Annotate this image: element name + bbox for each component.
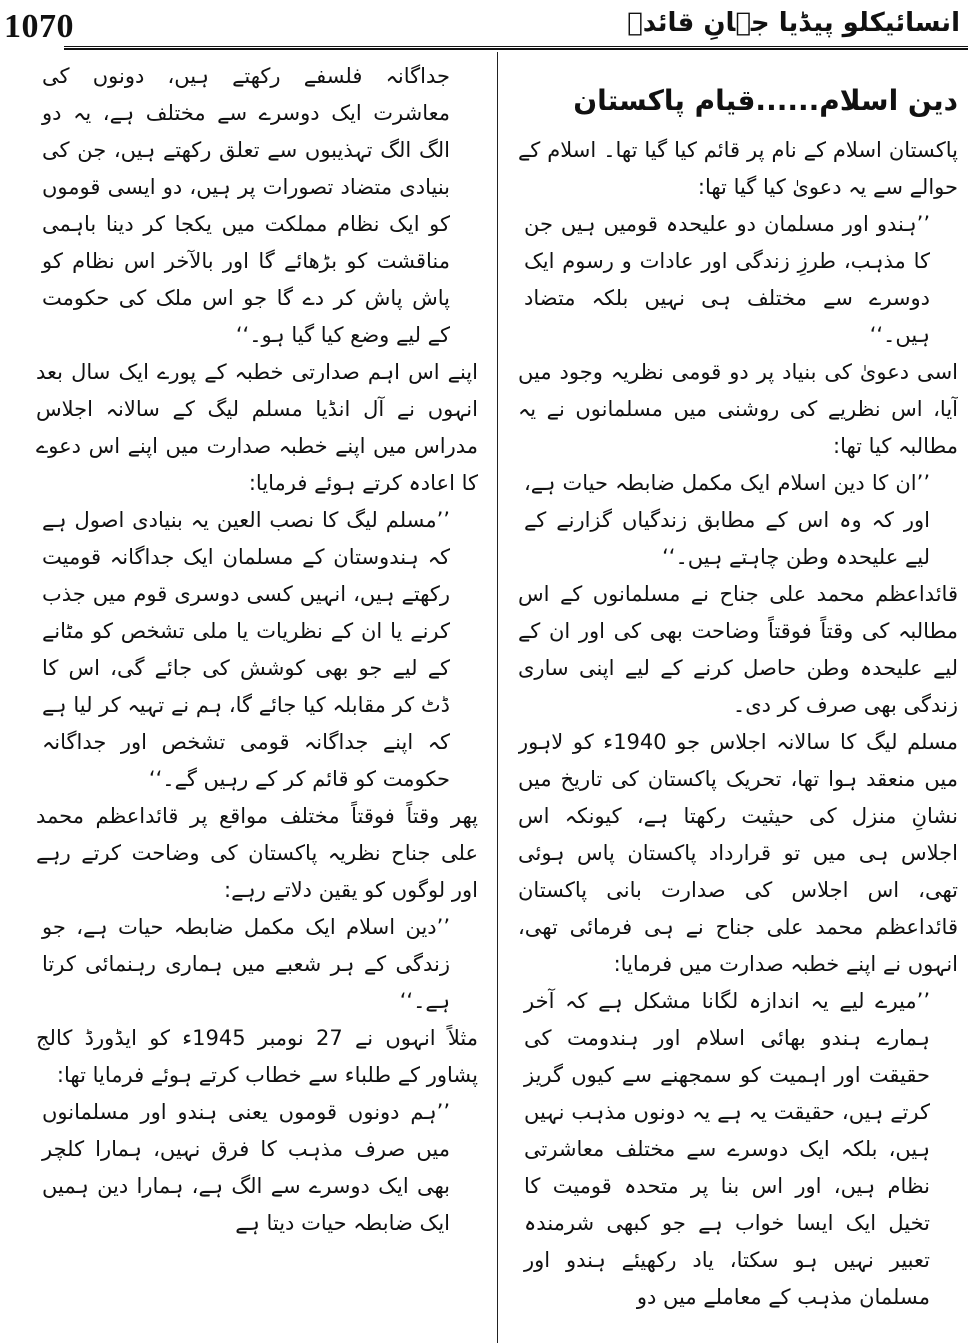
section-heading: دین اسلام......قیام پاکستان <box>573 84 958 117</box>
paragraph: اسی دعویٰ کی بنیاد پر دو قومی نظریہ وجود میں آیا، اس نظریے کی روشنی میں مسلمانوں نے یہ مطالبہ کیا تھا: <box>518 360 958 458</box>
paragraph: مسلم لیگ کا سالانہ اجلاس جو 1940ء کو لاہور میں منعقد ہوا تھا، تحریک پاکستان کی تاریخ میں نشانِ منزل کی حیثیت رکھتا ہے، کیونکہ اس اجلاس ہی میں تو قرارداد پاکستان پاس ہوئی تھی، اس اجلاس کی صدارت بانی پاکستان قائداعظم محمد علی جناح نے ہی فرمائی تھی، انہوں نے اپنے خطبہ صدارت میں فرمایا: <box>518 730 958 976</box>
quote: ’’ہندو اور مسلمان دو علیحدہ قومیں ہیں جن کا مذہب، طرزِ زندگی اور عادات و رسوم ایک دوسرے سے مختلف ہی نہیں بلکہ متضاد ہیں۔‘‘ <box>524 212 930 347</box>
running-title: انسائیکلو پیڈیا جہانِ قائدؒ <box>627 8 960 38</box>
paragraph: قائداعظم محمد علی جناح نے مسلمانوں کے اس مطالبہ کی وقتاً فوقتاً وضاحت بھی کی اور ان کے لیے علیحدہ وطن حاصل کرنے کے لیے اپنی ساری زندگی بھی صرف کر دی۔ <box>518 582 958 717</box>
quote: جداگانہ فلسفے رکھتے ہیں، دونوں کی معاشرت ایک دوسرے سے مختلف ہے، یہ دو الگ الگ تہذیبوں سے تعلق رکھتے ہیں، جن کی بنیادی متضاد تصورات پر ہیں، دو ایسی قوموں کو ایک نظام مملکت میں یکجا کر دینا باہمی مناقشت کو بڑھائے گا اور بالآخر اس نظام کو پاش پاش کر دے گا جو اس ملک کی حکومت کے لیے وضع کیا گیا ہو۔‘‘ <box>42 64 450 347</box>
quote: ’’مسلم لیگ کا نصب العین یہ بنیادی اصول ہے کہ ہندوستان کے مسلمان ایک جداگانہ قومیت رکھتے ہیں، انہیں کسی دوسری قوم میں جذب کرنے یا ان کے نظریات یا ملی تشخص کو مٹانے کے لیے جو بھی کوشش کی جائے گی، اس کا ڈٹ کر مقابلہ کیا جائے گا، ہم نے تہیہ کر لیا ہے کہ اپنے جداگانہ قومی تشخص اور جداگانہ حکومت کو قائم کر کے رہیں گے۔‘‘ <box>42 508 450 791</box>
quote: ’’ان کا دین اسلام ایک مکمل ضابطہ حیات ہے، اور کہ وہ اس کے مطابق زندگیاں گزارنے کے لیے علیحدہ وطن چاہتے ہیں۔‘‘ <box>524 471 930 569</box>
quote: ’’دین اسلام ایک مکمل ضابطہ حیات ہے، جو زندگی کے ہر شعبے میں ہماری رہنمائی کرتا ہے۔‘‘ <box>42 915 450 1013</box>
quote: ’’ہم دونوں قوموں یعنی ہندو اور مسلمانوں میں صرف مذہب کا فرق نہیں، ہمارا کلچر بھی ایک دوسرے سے الگ ہے، ہمارا دین ہمیں ایک ضابطہ حیات دیتا ہے <box>42 1100 450 1235</box>
page-header <box>0 0 968 50</box>
header-rule <box>64 46 968 50</box>
right-column <box>518 58 958 1343</box>
paragraph: مثلاً انہوں نے 27 نومبر 1945ء کو ایڈورڈ کالج پشاور کے طلباء سے خطاب کرتے ہوئے فرمایا تھا: <box>36 1026 478 1087</box>
paragraph: پھر وقتاً فوقتاً مختلف مواقع پر قائداعظم محمد علی جناح نظریہ پاکستان کی وضاحت کرتے رہے اور لوگوں کو یقین دلاتے رہے: <box>36 804 478 902</box>
left-column <box>36 58 478 1343</box>
page-number: 1070 <box>4 8 74 45</box>
paragraph: اپنے اس اہم صدارتی خطبہ کے پورے ایک سال بعد انہوں نے آل انڈیا مسلم لیگ کے سالانہ اجلاس مدراس میں اپنے خطبہ صدارت میں اپنے اس دعوے کا اعادہ کرتے ہوئے فرمایا: <box>36 360 478 495</box>
column-divider <box>497 52 498 1343</box>
paragraph: پاکستان اسلام کے نام پر قائم کیا گیا تھا۔ اسلام کے حوالے سے یہ دعویٰ کیا گیا تھا: <box>518 138 958 199</box>
quote: ’’میرے لیے یہ اندازہ لگانا مشکل ہے کہ آخر ہمارے ہندو بھائی اسلام اور ہندومت کی حقیقت اور اہمیت کو سمجھنے سے کیوں گریز کرتے ہیں، حقیقت یہ ہے یہ دونوں مذہب نہیں ہیں، بلکہ ایک دوسرے سے مختلف معاشرتی نظام ہیں، اور اس بنا پر متحدہ قومیت کا تخیل ایک ایسا خواب ہے جو کبھی شرمندہ تعبیر نہیں ہو سکتا، یاد رکھیئے ہندو اور مسلمان مذہب کے معاملے میں دو <box>524 989 930 1309</box>
